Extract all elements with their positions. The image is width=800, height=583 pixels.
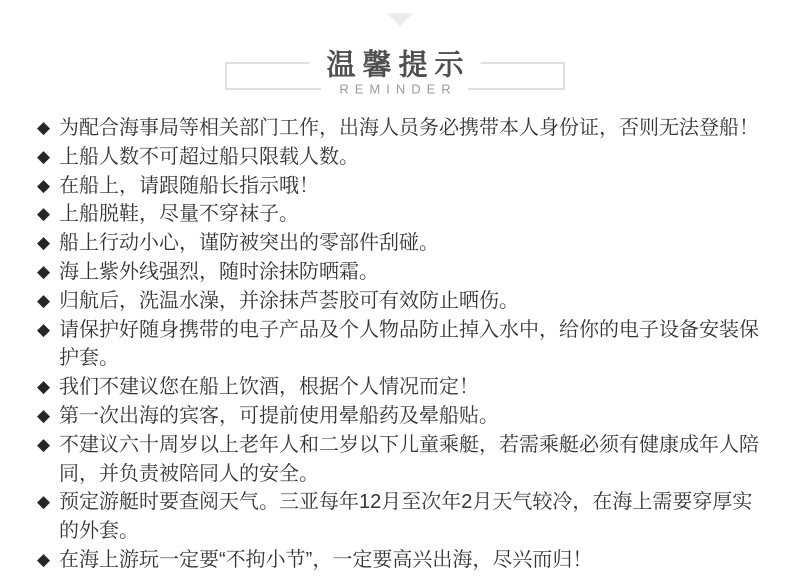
diamond-bullet-icon: ◆ [37,146,51,166]
reminder-text: 归航后，洗温水澡，并涂抹芦荟胶可有效防止晒伤。 [59,289,519,312]
diamond-bullet-icon: ◆ [37,405,51,425]
reminder-text: 我们不建议您在船上饮酒，根据个人情况而定！ [59,376,479,399]
header-box [225,49,565,97]
diamond-bullet-icon: ◆ [37,204,51,224]
diamond-bullet-icon: ◆ [37,319,51,339]
diamond-bullet-icon: ◆ [37,118,51,137]
diamond-bullet-icon: ◆ [37,377,51,397]
reminder-item [37,316,765,374]
diamond-bullet-icon: ◆ [37,434,51,454]
reminder-text: 船上行动小心，谨防被突出的零部件刮碰。 [59,232,439,255]
down-triangle-icon [387,13,413,26]
diamond-bullet-icon: ◆ [37,175,51,195]
reminder-item [37,258,765,287]
reminder-item [37,402,765,431]
reminder-item [37,373,765,402]
reminder-text: 在船上，请跟随船长指示哦！ [59,174,319,197]
reminder-list [37,114,765,575]
diamond-bullet-icon: ◆ [37,549,51,569]
reminder-text: 第一次出海的宾客，可提前使用晕船药及晕船贴。 [59,404,499,427]
reminder-text: 不建议六十周岁以上老年人和二岁以下儿童乘艇，若需乘艇必须有健康成年人陪同，并负责被陪同人的安全。 [59,433,759,485]
diamond-bullet-icon: ◆ [37,233,51,253]
reminder-item [37,114,765,143]
reminder-text: 预定游艇时要查阅天气。三亚每年12月至次年2月天气较冷，在海上需要穿厚实的外套。 [59,491,753,543]
reminder-item [37,172,765,201]
diamond-bullet-icon: ◆ [37,261,51,281]
reminder-text: 上船脱鞋，尽量不穿袜子。 [59,203,299,226]
reminder-item [37,546,765,575]
reminder-text: 上船人数不可超过船只限载人数。 [59,145,359,168]
reminder-text: 在海上游玩一定要“不拘小节”，一定要高兴出海，尽兴而归！ [59,548,593,571]
page-subtitle: REMINDER [321,82,468,97]
reminder-item [37,431,765,489]
reminder-item [37,143,765,172]
page-title: 温馨提示 [309,43,480,84]
reminder-text: 海上紫外线强烈，随时涂抹防晒霜。 [59,260,379,283]
reminder-item [37,287,765,316]
reminder-item [37,488,765,546]
diamond-bullet-icon: ◆ [37,290,51,310]
reminder-text: 为配合海事局等相关部门工作，出海人员务必携带本人身份证，否则无法登船！ [59,117,759,139]
reminder-item [37,200,765,229]
reminder-text: 请保护好随身携带的电子产品及个人物品防止掉入水中，给你的电子设备安装保护套。 [59,318,759,370]
diamond-bullet-icon: ◆ [37,492,51,512]
reminder-item [37,229,765,258]
